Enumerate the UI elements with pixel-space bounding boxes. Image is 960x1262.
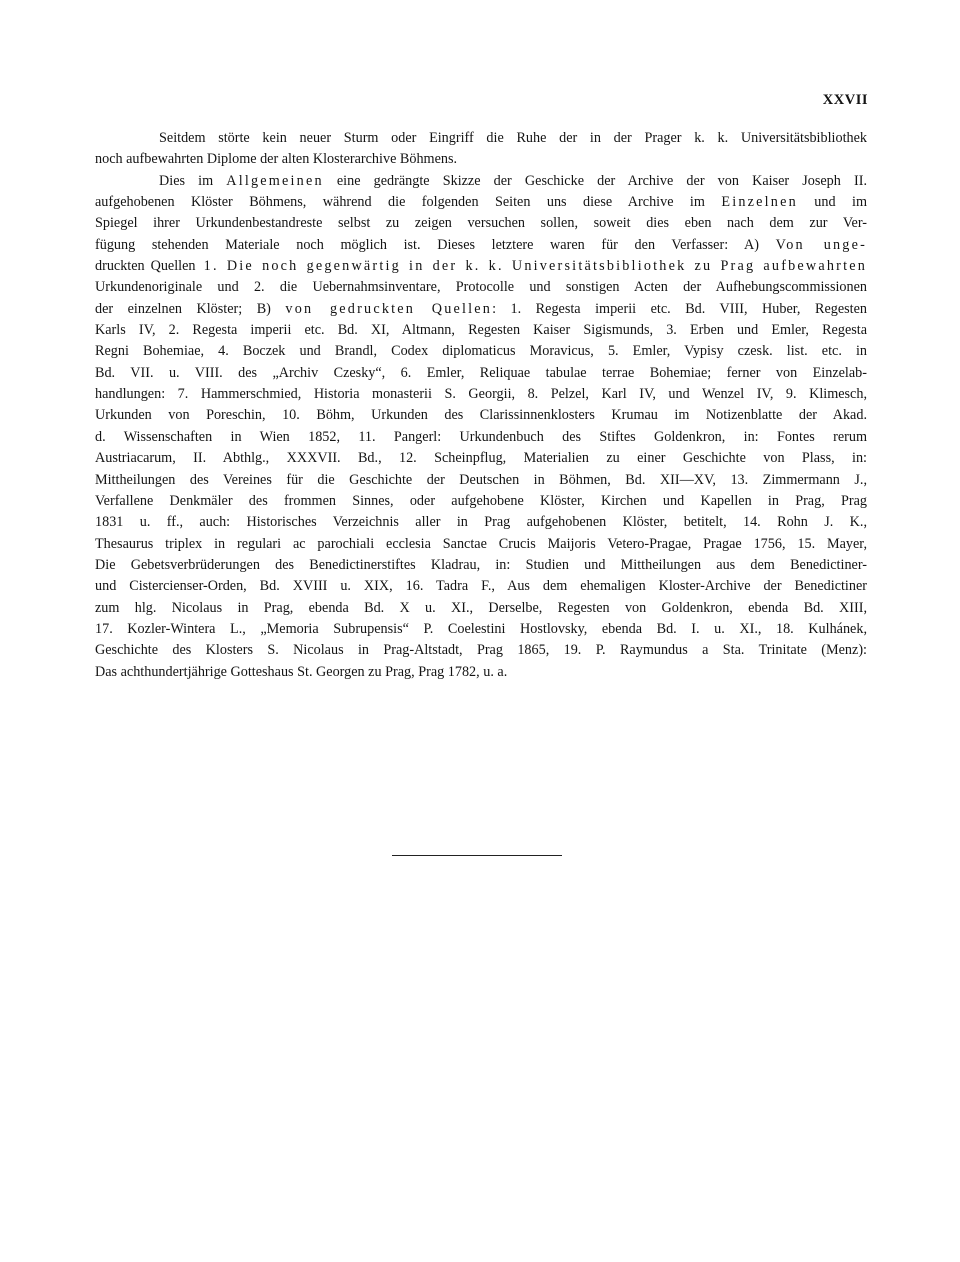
line-text: Seitdem störte kein neuer Sturm oder Eingriff die Ruhe der in der Prager k. k. Universitätsbibliothek [159,130,867,146]
line-text: der einzelnen Klöster; B) [95,300,286,317]
line-text: Bd. VII. u. VIII. des „Archiv Czesky“, 6. Emler, Reliquae tabulae terrae Bohemiae; ferner von Einzelab- [95,364,867,381]
line-text: Die Gebetsverbrüderungen des Benedictinerstiftes Kladrau, in: Studien und Mittheilungen aus dem Benedictiner- [95,556,867,573]
text-line [95,555,867,576]
text-line [95,384,867,405]
body-text [95,128,867,683]
line-text: Geschichte des Klosters S. Nicolaus in Prag-Altstadt, Prag 1865, 19. P. Raymundus a Sta. Trinitate (Menz): [95,642,867,659]
line-text: Karls IV, 2. Regesta imperii etc. Bd. XI, Altmann, Regesten Kaiser Sigismunds, 3. Erben und Emler, Regesta [95,322,867,339]
text-line [95,192,867,213]
text-line [95,128,867,149]
text-line [95,598,867,619]
line-text: aufgehobenen Klöster Böhmens, während die folgenden Seiten uns diese Archive im [95,194,722,211]
line-text: Dies im [159,172,227,189]
emphasized-text: 1. Die noch gegenwärtig in der k. k. Universitätsbibliothek zu Prag aufbewahrten [195,258,867,275]
line-text: Spiegel ihrer Urkundenbestandreste selbst zu zeigen versuchen sollen, soweit dies eben nach dem zur Ver- [95,215,867,232]
text-line [95,491,867,512]
line-text: Urkundenoriginale und 2. die Uebernahmsinventare, Protocolle und sonstigen Acten der Aufhebungscommissionen [95,279,867,296]
text-line [95,256,867,277]
text-line [95,576,867,597]
text-line [95,363,867,384]
text-line [95,320,867,341]
line-text: Thesaurus triplex in regulari ac parochiali ecclesia Sanctae Crucis Maijoris Vetero-Pragae, Pragae 1756, 15. Mayer, [95,535,867,552]
emphasized-text: Einzelnen [721,194,798,211]
text-line [95,341,867,362]
line-text: noch aufbewahrten Diplome der alten Klosterarchive Böhmens. [95,151,458,168]
line-text: handlungen: 7. Hammerschmied, Historia monasterii S. Georgii, 8. Pelzel, Karl IV, und Wenzel IV, 9. Klimesch, [95,386,867,403]
line-text: d. Wissenschaften in Wien 1852, 11. Pangerl: Urkundenbuch des Stiftes Goldenkron, in: Fontes rerum [95,428,867,445]
section-divider [392,855,562,856]
line-text: Austriacarum, II. Abthlg., XXXVII. Bd., 12. Scheinpflug, Materialien zu einer Geschichte von Plass, in: [95,450,867,467]
emphasized-text: Von unge- [775,236,867,253]
paragraph [95,128,867,171]
text-line [95,534,867,555]
text-line [95,619,867,640]
text-line [95,171,867,192]
text-line [95,448,867,469]
text-line [95,640,867,661]
text-line [95,213,867,234]
line-text: 17. Kozler-Wintera L., „Memoria Subrupensis“ P. Coelestini Hostlovsky, ebenda Bd. I. u. XI., 18. Kulhánek, [95,620,867,637]
emphasized-text: Allgemeinen [226,172,324,189]
line-text: druckten Quellen [95,258,196,275]
line-text: und Cistercienser-Orden, Bd. XVIII u. XIX, 16. Tadra F., Aus dem ehemaligen Kloster-Archive der Benedictiner [95,578,867,595]
text-line [95,662,867,683]
line-text: Urkunden von Poreschin, 10. Böhm, Urkunden des Clarissinnenklosters Krumau im Notizenblatte der Akad. [95,407,867,424]
page-number: XXVII [822,92,868,108]
line-text: Regni Bohemiae, 4. Boczek und Brandl, Codex diplomaticus Moravicus, 5. Emler, Vypisy czesk. list. etc. in [95,343,867,360]
line-text: Das achthundertjährige Gotteshaus St. Georgen zu Prag, Prag 1782, u. a. [95,663,508,680]
line-text: 1831 u. ff., auch: Historisches Verzeichnis aller in Prag aufgehobenen Klöster, betitelt, 14. Rohn J. K., [95,514,867,531]
text-line [95,427,867,448]
text-line [95,149,867,170]
text-line [95,405,867,426]
line-text: und im [797,194,867,211]
line-text: Verfallene Denkmäler des frommen Sinnes, oder aufgehobene Klöster, Kirchen und Kapellen in Prag, Prag [95,492,867,509]
line-text: eine gedrängte Skizze der Geschicke der Archive der von Kaiser Joseph II. [323,172,868,189]
text-line [95,512,867,533]
text-line [95,470,867,491]
text-line [95,277,867,298]
line-text: fügung stehenden Materiale noch möglich ist. Dieses letztere waren für den Verfasser: A) [95,236,776,253]
line-text: : 1. Regesta imperii etc. Bd. VIII, Huber, Regesten [492,300,867,317]
line-text: Mittheilungen des Vereines für die Geschichte der Deutschen in Böhmen, Bd. XII—XV, 13. Zimmermann J., [95,471,867,488]
text-line [95,235,867,256]
line-text: zum hlg. Nicolaus in Prag, ebenda Bd. X u. XI., Derselbe, Regesten von Goldenkron, ebenda Bd. XIII, [95,599,867,616]
text-line [95,299,867,320]
paragraph [95,171,867,683]
emphasized-text: von gedruckten Quellen [285,300,493,317]
